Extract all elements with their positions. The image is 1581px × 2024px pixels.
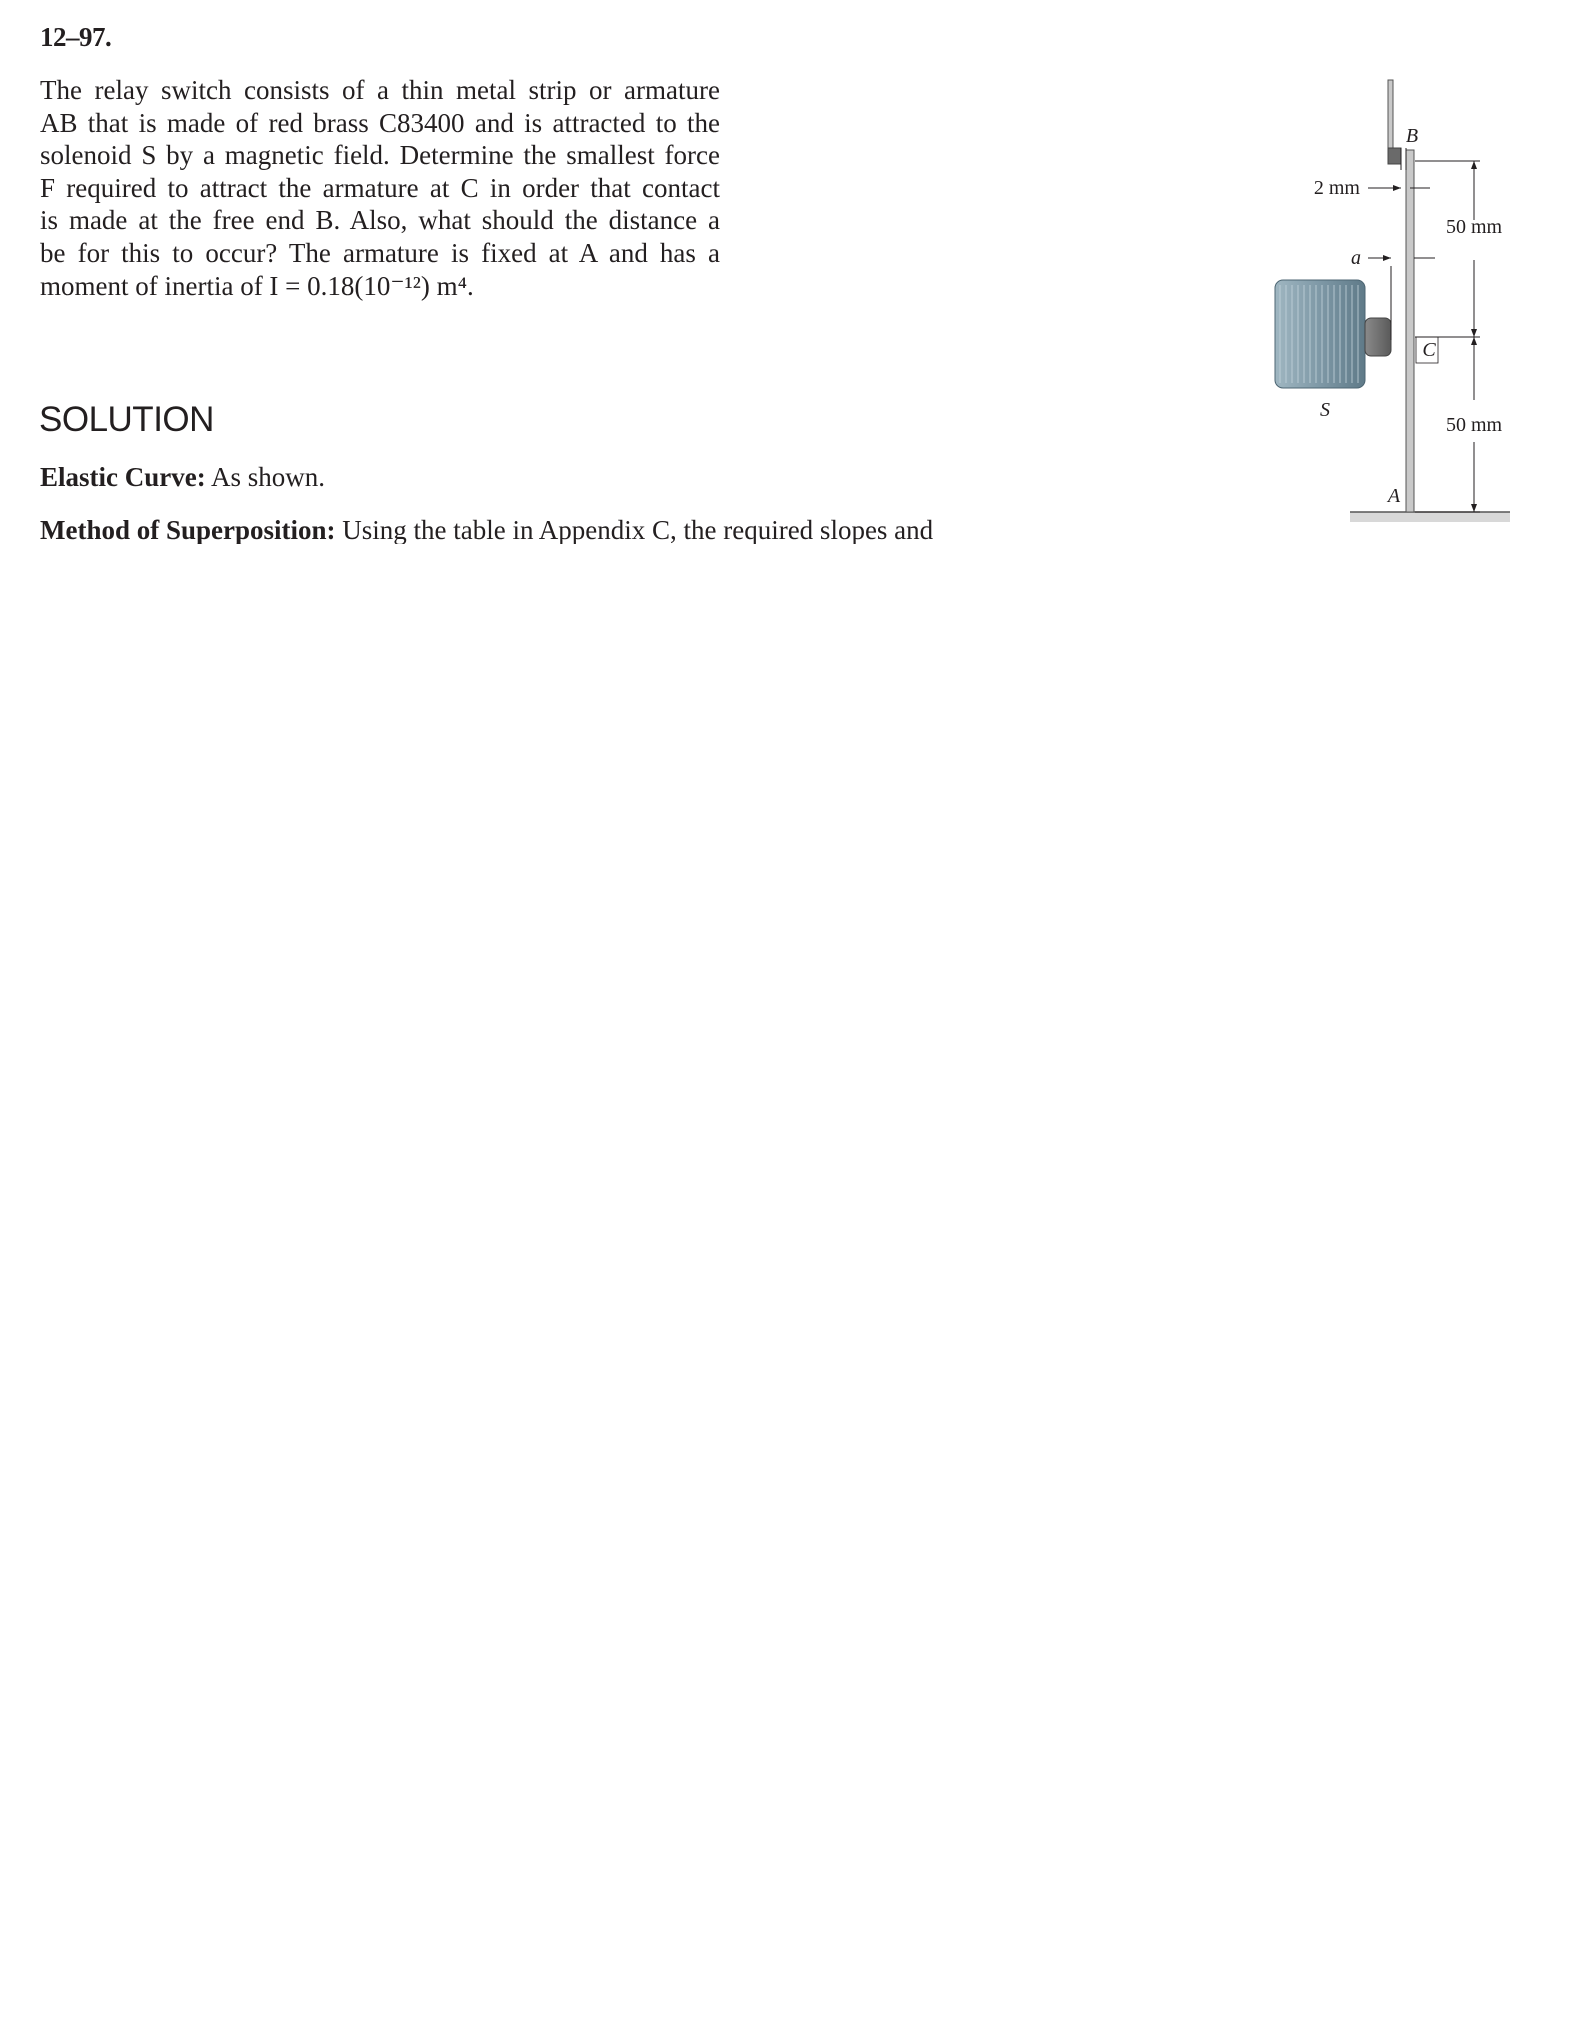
statement-line-7: moment of inertia of I = 0.18(10⁻¹²) m⁴. bbox=[40, 270, 474, 301]
solenoid-coil bbox=[1275, 280, 1391, 388]
elastic-curve-label: Elastic Curve: bbox=[40, 462, 206, 492]
solution-heading: SOLUTION bbox=[39, 400, 214, 439]
method-label: Method of Superposition: bbox=[40, 515, 336, 544]
elastic-curve-text: As shown. bbox=[210, 462, 325, 492]
elastic-curve-line bbox=[40, 462, 325, 493]
statement-line-6: be for this to occur? The armature is fixed at A and has a bbox=[40, 237, 720, 268]
method-text: Using the table in Appendix C, the required slopes and bbox=[342, 515, 934, 544]
statement-line-2: AB that is made of red brass C83400 and is attracted to the bbox=[40, 107, 720, 138]
statement-line-4: F required to attract the armature at C in order that contact bbox=[40, 172, 720, 203]
label-distance-a: a bbox=[1351, 247, 1361, 269]
label-50mm-upper: 50 mm bbox=[1445, 216, 1503, 238]
statement-line-1: The relay switch consists of a thin metal strip or armature bbox=[40, 75, 720, 105]
relay-switch-diagram bbox=[1270, 70, 1570, 540]
method-of-superposition-line bbox=[40, 515, 933, 544]
statement-line-3: solenoid S by a magnetic field. Determine the smallest force bbox=[40, 140, 720, 171]
label-50mm-lower: 50 mm bbox=[1445, 414, 1503, 436]
statement-line-5: is made at the free end B. Also, what should the distance a bbox=[40, 205, 720, 236]
label-c: C bbox=[1422, 339, 1436, 361]
contact-bracket bbox=[1388, 80, 1401, 164]
label-a-support: A bbox=[1387, 485, 1401, 507]
label-s: S bbox=[1320, 399, 1330, 421]
ground-support bbox=[1350, 512, 1510, 522]
label-2mm: 2 mm bbox=[1313, 177, 1360, 199]
armature-strip bbox=[1406, 150, 1414, 512]
problem-statement bbox=[40, 74, 720, 302]
problem-number: 12–97. bbox=[40, 22, 112, 52]
relay-switch-figure bbox=[1270, 70, 1570, 540]
label-b: B bbox=[1405, 125, 1419, 147]
